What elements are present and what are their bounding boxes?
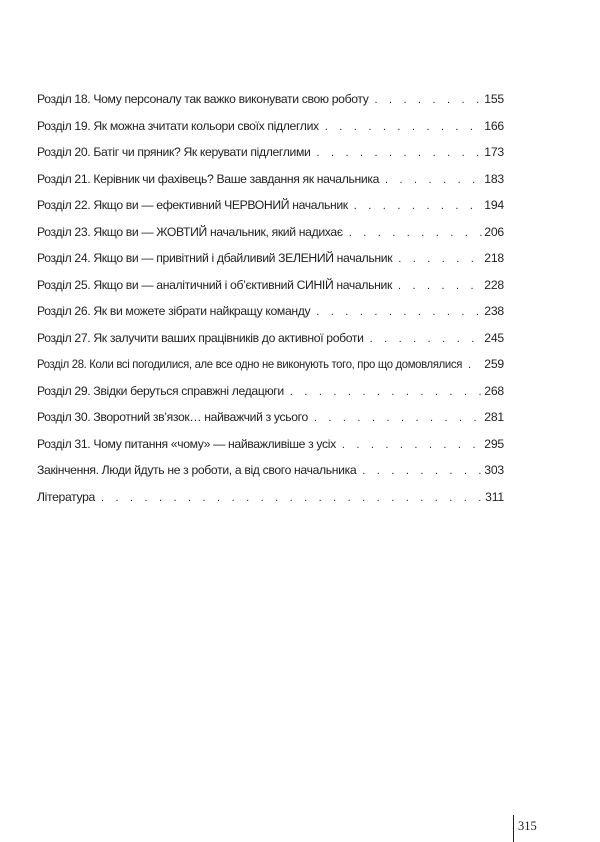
toc-entry-title: Розділ 23. Якщо ви — ЖОВТИЙ начальник, який надихає (37, 224, 343, 239)
toc-dot-leader (398, 251, 482, 267)
toc-entry (37, 144, 504, 171)
toc-entry-title: Розділ 20. Батіг чи пряник? Як керувати підлеглими (37, 145, 311, 159)
toc-entry-page: 166 (484, 118, 504, 133)
toc-dot-leader (374, 92, 482, 108)
toc-entry (37, 197, 504, 224)
toc-entry (37, 436, 504, 463)
toc-entry-title: Розділ 31. Чому питання «чому» — найважливіше з усіх (37, 436, 336, 451)
toc-entry (37, 118, 504, 145)
toc-entry-page: 173 (484, 145, 504, 159)
toc-entry-title: Література (37, 489, 95, 504)
toc-dot-leader (349, 225, 483, 241)
toc-entry (37, 91, 504, 118)
toc-dot-leader (325, 119, 482, 135)
toc-entry (37, 171, 504, 198)
toc-entry (37, 409, 504, 436)
toc-dot-leader (468, 357, 482, 373)
page-number: 315 (518, 819, 537, 833)
toc-entry-title: Розділ 24. Якщо ви — привітний і дбайливий ЗЕЛЕНИЙ начальник (37, 251, 393, 265)
toc-entry (37, 356, 504, 383)
toc-entry-page: 218 (484, 251, 504, 265)
toc-entry-page: 259 (484, 357, 504, 371)
toc-entry-title: Розділ 30. Зворотний зв’язок… найважчий з усього (37, 410, 308, 424)
toc-entry-page: 268 (484, 383, 504, 398)
toc-entry-page: 194 (484, 198, 504, 212)
toc-entry-page: 238 (484, 304, 504, 318)
toc-entry-title: Розділ 26. Як ви можете зібрати найкращу команду (37, 304, 311, 318)
toc-entry-page: 183 (484, 171, 504, 186)
toc-dot-leader (362, 463, 482, 479)
table-of-contents (37, 91, 504, 515)
toc-entry-title: Закінчення. Люди йдуть не з роботи, а від свого начальника (37, 463, 357, 477)
toc-dot-leader (342, 437, 482, 453)
toc-entry-page: 155 (484, 92, 504, 106)
toc-dot-leader (385, 172, 482, 188)
toc-dot-leader (101, 490, 483, 506)
toc-entry-page: 311 (485, 489, 504, 504)
toc-dot-leader (316, 304, 482, 320)
toc-entry-title: Розділ 22. Якщо ви — ефективний ЧЕРВОНИЙ начальник (37, 198, 348, 212)
toc-entry-title: Розділ 27. Як залучити ваших працівників до активної роботи (37, 330, 364, 345)
toc-entry-page: 228 (484, 277, 504, 292)
toc-entry (37, 277, 504, 304)
toc-dot-leader (370, 331, 483, 347)
toc-entry-title: Розділ 18. Чому персоналу так важко виконувати свою роботу (37, 92, 369, 106)
toc-entry (37, 383, 504, 410)
toc-dot-leader (290, 384, 482, 400)
toc-entry (37, 250, 504, 277)
toc-entry (37, 462, 504, 489)
toc-entry-page: 245 (484, 330, 504, 345)
toc-dot-leader (314, 410, 482, 426)
toc-entry-title: Розділ 29. Звідки беруться справжні ледацюги (37, 383, 284, 398)
toc-entry-title: Розділ 21. Керівник чи фахівець? Ваше завдання як начальника (37, 171, 380, 186)
toc-entry-page: 206 (484, 224, 504, 239)
toc-entry (37, 224, 504, 251)
toc-entry (37, 489, 504, 516)
toc-dot-leader (316, 145, 482, 161)
toc-entry-page: 281 (484, 410, 504, 424)
toc-entry (37, 303, 504, 330)
toc-entry (37, 330, 504, 357)
toc-entry-title: Розділ 25. Якщо ви — аналітичний і об’єктивний СИНІЙ начальник (37, 277, 392, 292)
toc-entry-title: Розділ 19. Як можна зчитати кольори своїх підлеглих (37, 118, 319, 133)
toc-entry-page: 303 (484, 463, 504, 477)
page-footer (513, 815, 537, 842)
toc-entry-page: 295 (484, 436, 504, 451)
toc-entry-title: Розділ 28. Коли всі погодилися, але все одно не виконують того, про що домовлялися (37, 357, 463, 371)
toc-dot-leader (354, 198, 482, 214)
toc-dot-leader (398, 278, 482, 294)
